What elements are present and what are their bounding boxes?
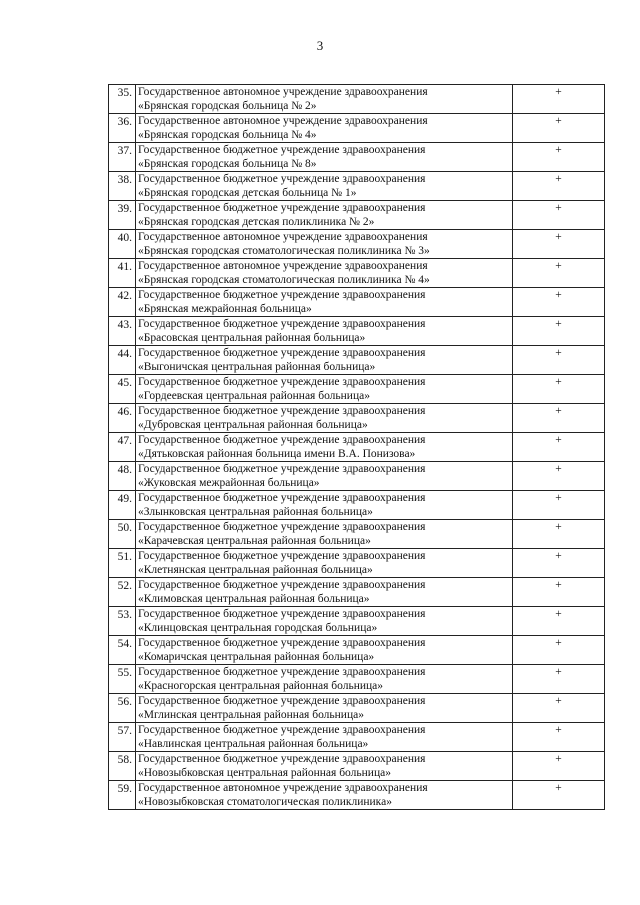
institution-type: Государственное бюджетное учреждение здравоохранения: [138, 550, 426, 562]
institution-name: [136, 201, 513, 230]
institution-type: Государственное бюджетное учреждение здравоохранения: [138, 463, 426, 475]
institution-name: [136, 346, 513, 375]
row-number: 59.: [109, 781, 136, 810]
institution-name: [136, 636, 513, 665]
participation-mark: +: [513, 259, 605, 288]
institution-name: [136, 781, 513, 810]
institution-title: «Жуковская межрайонная больница»: [138, 477, 320, 489]
institution-name: [136, 549, 513, 578]
institution-name: [136, 462, 513, 491]
institution-type: Государственное бюджетное учреждение здравоохранения: [138, 405, 426, 417]
institution-title: «Брянская городская больница № 8»: [138, 158, 317, 170]
institution-title: «Новозыбковская центральная районная больница»: [138, 767, 391, 779]
institution-type: Государственное бюджетное учреждение здравоохранения: [138, 753, 426, 765]
table-row: [109, 462, 605, 491]
participation-mark: +: [513, 85, 605, 114]
table-row: [109, 259, 605, 288]
institution-name: [136, 317, 513, 346]
institution-title: «Брянская городская больница № 2»: [138, 100, 317, 112]
institution-type: Государственное бюджетное учреждение здравоохранения: [138, 289, 426, 301]
institution-title: «Гордеевская центральная районная больница»: [138, 390, 370, 402]
institution-title: «Клинцовская центральная городская больница»: [138, 622, 378, 634]
row-number: 35.: [109, 85, 136, 114]
institution-name: [136, 694, 513, 723]
institution-name: [136, 375, 513, 404]
institution-type: Государственное бюджетное учреждение здравоохранения: [138, 376, 426, 388]
table-row: [109, 288, 605, 317]
row-number: 51.: [109, 549, 136, 578]
institution-title: «Брасовская центральная районная больница»: [138, 332, 366, 344]
row-number: 50.: [109, 520, 136, 549]
participation-mark: +: [513, 607, 605, 636]
participation-mark: +: [513, 375, 605, 404]
institution-name: [136, 752, 513, 781]
institution-type: Государственное бюджетное учреждение здравоохранения: [138, 202, 426, 214]
participation-mark: +: [513, 665, 605, 694]
participation-mark: +: [513, 317, 605, 346]
institution-title: «Клетнянская центральная районная больница»: [138, 564, 373, 576]
row-number: 56.: [109, 694, 136, 723]
institution-name: [136, 578, 513, 607]
table-row: [109, 781, 605, 810]
institution-title: «Брянская городская стоматологическая поликлиника № 4»: [138, 274, 430, 286]
institution-title: «Брянская городская стоматологическая поликлиника № 3»: [138, 245, 430, 257]
participation-mark: +: [513, 433, 605, 462]
row-number: 52.: [109, 578, 136, 607]
participation-mark: +: [513, 694, 605, 723]
table-row: [109, 607, 605, 636]
institution-name: [136, 404, 513, 433]
table-row: [109, 172, 605, 201]
row-number: 42.: [109, 288, 136, 317]
institutions-table: [108, 84, 605, 810]
table-row: [109, 433, 605, 462]
institution-type: Государственное бюджетное учреждение здравоохранения: [138, 173, 426, 185]
participation-mark: +: [513, 723, 605, 752]
row-number: 46.: [109, 404, 136, 433]
row-number: 55.: [109, 665, 136, 694]
institution-title: «Мглинская центральная районная больница»: [138, 709, 364, 721]
table-row: [109, 143, 605, 172]
participation-mark: +: [513, 346, 605, 375]
institution-name: [136, 143, 513, 172]
institution-type: Государственное бюджетное учреждение здравоохранения: [138, 318, 426, 330]
institution-type: Государственное бюджетное учреждение здравоохранения: [138, 579, 426, 591]
table-row: [109, 404, 605, 433]
institution-type: Государственное бюджетное учреждение здравоохранения: [138, 637, 426, 649]
institution-title: «Навлинская центральная районная больница»: [138, 738, 369, 750]
institution-title: «Красногорская центральная районная больница»: [138, 680, 384, 692]
participation-mark: +: [513, 404, 605, 433]
institution-type: Государственное автономное учреждение здравоохранения: [138, 86, 428, 98]
row-number: 39.: [109, 201, 136, 230]
institution-name: [136, 259, 513, 288]
institution-name: [136, 288, 513, 317]
institution-type: Государственное бюджетное учреждение здравоохранения: [138, 724, 426, 736]
row-number: 49.: [109, 491, 136, 520]
institution-type: Государственное автономное учреждение здравоохранения: [138, 260, 428, 272]
institution-name: [136, 723, 513, 752]
institution-type: Государственное бюджетное учреждение здравоохранения: [138, 608, 426, 620]
row-number: 47.: [109, 433, 136, 462]
table-row: [109, 665, 605, 694]
row-number: 40.: [109, 230, 136, 259]
institution-type: Государственное бюджетное учреждение здравоохранения: [138, 492, 426, 504]
row-number: 54.: [109, 636, 136, 665]
institution-name: [136, 172, 513, 201]
table-row: [109, 317, 605, 346]
row-number: 38.: [109, 172, 136, 201]
participation-mark: +: [513, 549, 605, 578]
participation-mark: +: [513, 752, 605, 781]
participation-mark: +: [513, 578, 605, 607]
institution-name: [136, 607, 513, 636]
table-row: [109, 230, 605, 259]
table-row: [109, 549, 605, 578]
participation-mark: +: [513, 201, 605, 230]
institution-type: Государственное автономное учреждение здравоохранения: [138, 782, 428, 794]
table-row: [109, 375, 605, 404]
participation-mark: +: [513, 491, 605, 520]
table-row: [109, 578, 605, 607]
row-number: 41.: [109, 259, 136, 288]
institution-title: «Брянская городская детская поликлиника № 2»: [138, 216, 375, 228]
institution-type: Государственное бюджетное учреждение здравоохранения: [138, 695, 426, 707]
institution-name: [136, 520, 513, 549]
table-row: [109, 520, 605, 549]
participation-mark: +: [513, 143, 605, 172]
institution-name: [136, 665, 513, 694]
table-row: [109, 201, 605, 230]
table-row: [109, 346, 605, 375]
institution-type: Государственное бюджетное учреждение здравоохранения: [138, 347, 426, 359]
institution-title: «Брянская городская больница № 4»: [138, 129, 317, 141]
table-row: [109, 694, 605, 723]
institution-name: [136, 114, 513, 143]
institution-type: Государственное автономное учреждение здравоохранения: [138, 115, 428, 127]
institution-title: «Карачевская центральная районная больница»: [138, 535, 371, 547]
participation-mark: +: [513, 636, 605, 665]
participation-mark: +: [513, 288, 605, 317]
institution-type: Государственное бюджетное учреждение здравоохранения: [138, 434, 426, 446]
institution-title: «Климовская центральная районная больница»: [138, 593, 370, 605]
participation-mark: +: [513, 462, 605, 491]
row-number: 37.: [109, 143, 136, 172]
participation-mark: +: [513, 520, 605, 549]
institution-type: Государственное бюджетное учреждение здравоохранения: [138, 144, 426, 156]
row-number: 58.: [109, 752, 136, 781]
institution-name: [136, 433, 513, 462]
row-number: 43.: [109, 317, 136, 346]
institution-name: [136, 230, 513, 259]
institution-title: «Брянская межрайонная больница»: [138, 303, 312, 315]
institution-type: Государственное бюджетное учреждение здравоохранения: [138, 666, 426, 678]
row-number: 57.: [109, 723, 136, 752]
institution-type: Государственное бюджетное учреждение здравоохранения: [138, 521, 426, 533]
table-row: [109, 114, 605, 143]
row-number: 53.: [109, 607, 136, 636]
institution-name: [136, 85, 513, 114]
participation-mark: +: [513, 230, 605, 259]
table-row: [109, 85, 605, 114]
participation-mark: +: [513, 781, 605, 810]
row-number: 48.: [109, 462, 136, 491]
page-number: 3: [316, 38, 324, 53]
row-number: 44.: [109, 346, 136, 375]
institution-title: «Новозыбковская стоматологическая поликлиника»: [138, 796, 392, 808]
table-row: [109, 636, 605, 665]
institution-type: Государственное автономное учреждение здравоохранения: [138, 231, 428, 243]
institution-title: «Злынковская центральная районная больница»: [138, 506, 373, 518]
participation-mark: +: [513, 114, 605, 143]
institution-name: [136, 491, 513, 520]
row-number: 45.: [109, 375, 136, 404]
table-row: [109, 723, 605, 752]
institution-title: «Комаричская центральная районная больница»: [138, 651, 375, 663]
institution-title: «Выгоничская центральная районная больница»: [138, 361, 376, 373]
institution-title: «Дубровская центральная районная больница»: [138, 419, 368, 431]
table-row: [109, 491, 605, 520]
participation-mark: +: [513, 172, 605, 201]
institutions-table-body: [109, 85, 605, 810]
table-row: [109, 752, 605, 781]
institution-title: «Брянская городская детская больница № 1»: [138, 187, 357, 199]
institution-title: «Дятьковская районная больница имени В.А. Понизова»: [138, 448, 416, 460]
row-number: 36.: [109, 114, 136, 143]
